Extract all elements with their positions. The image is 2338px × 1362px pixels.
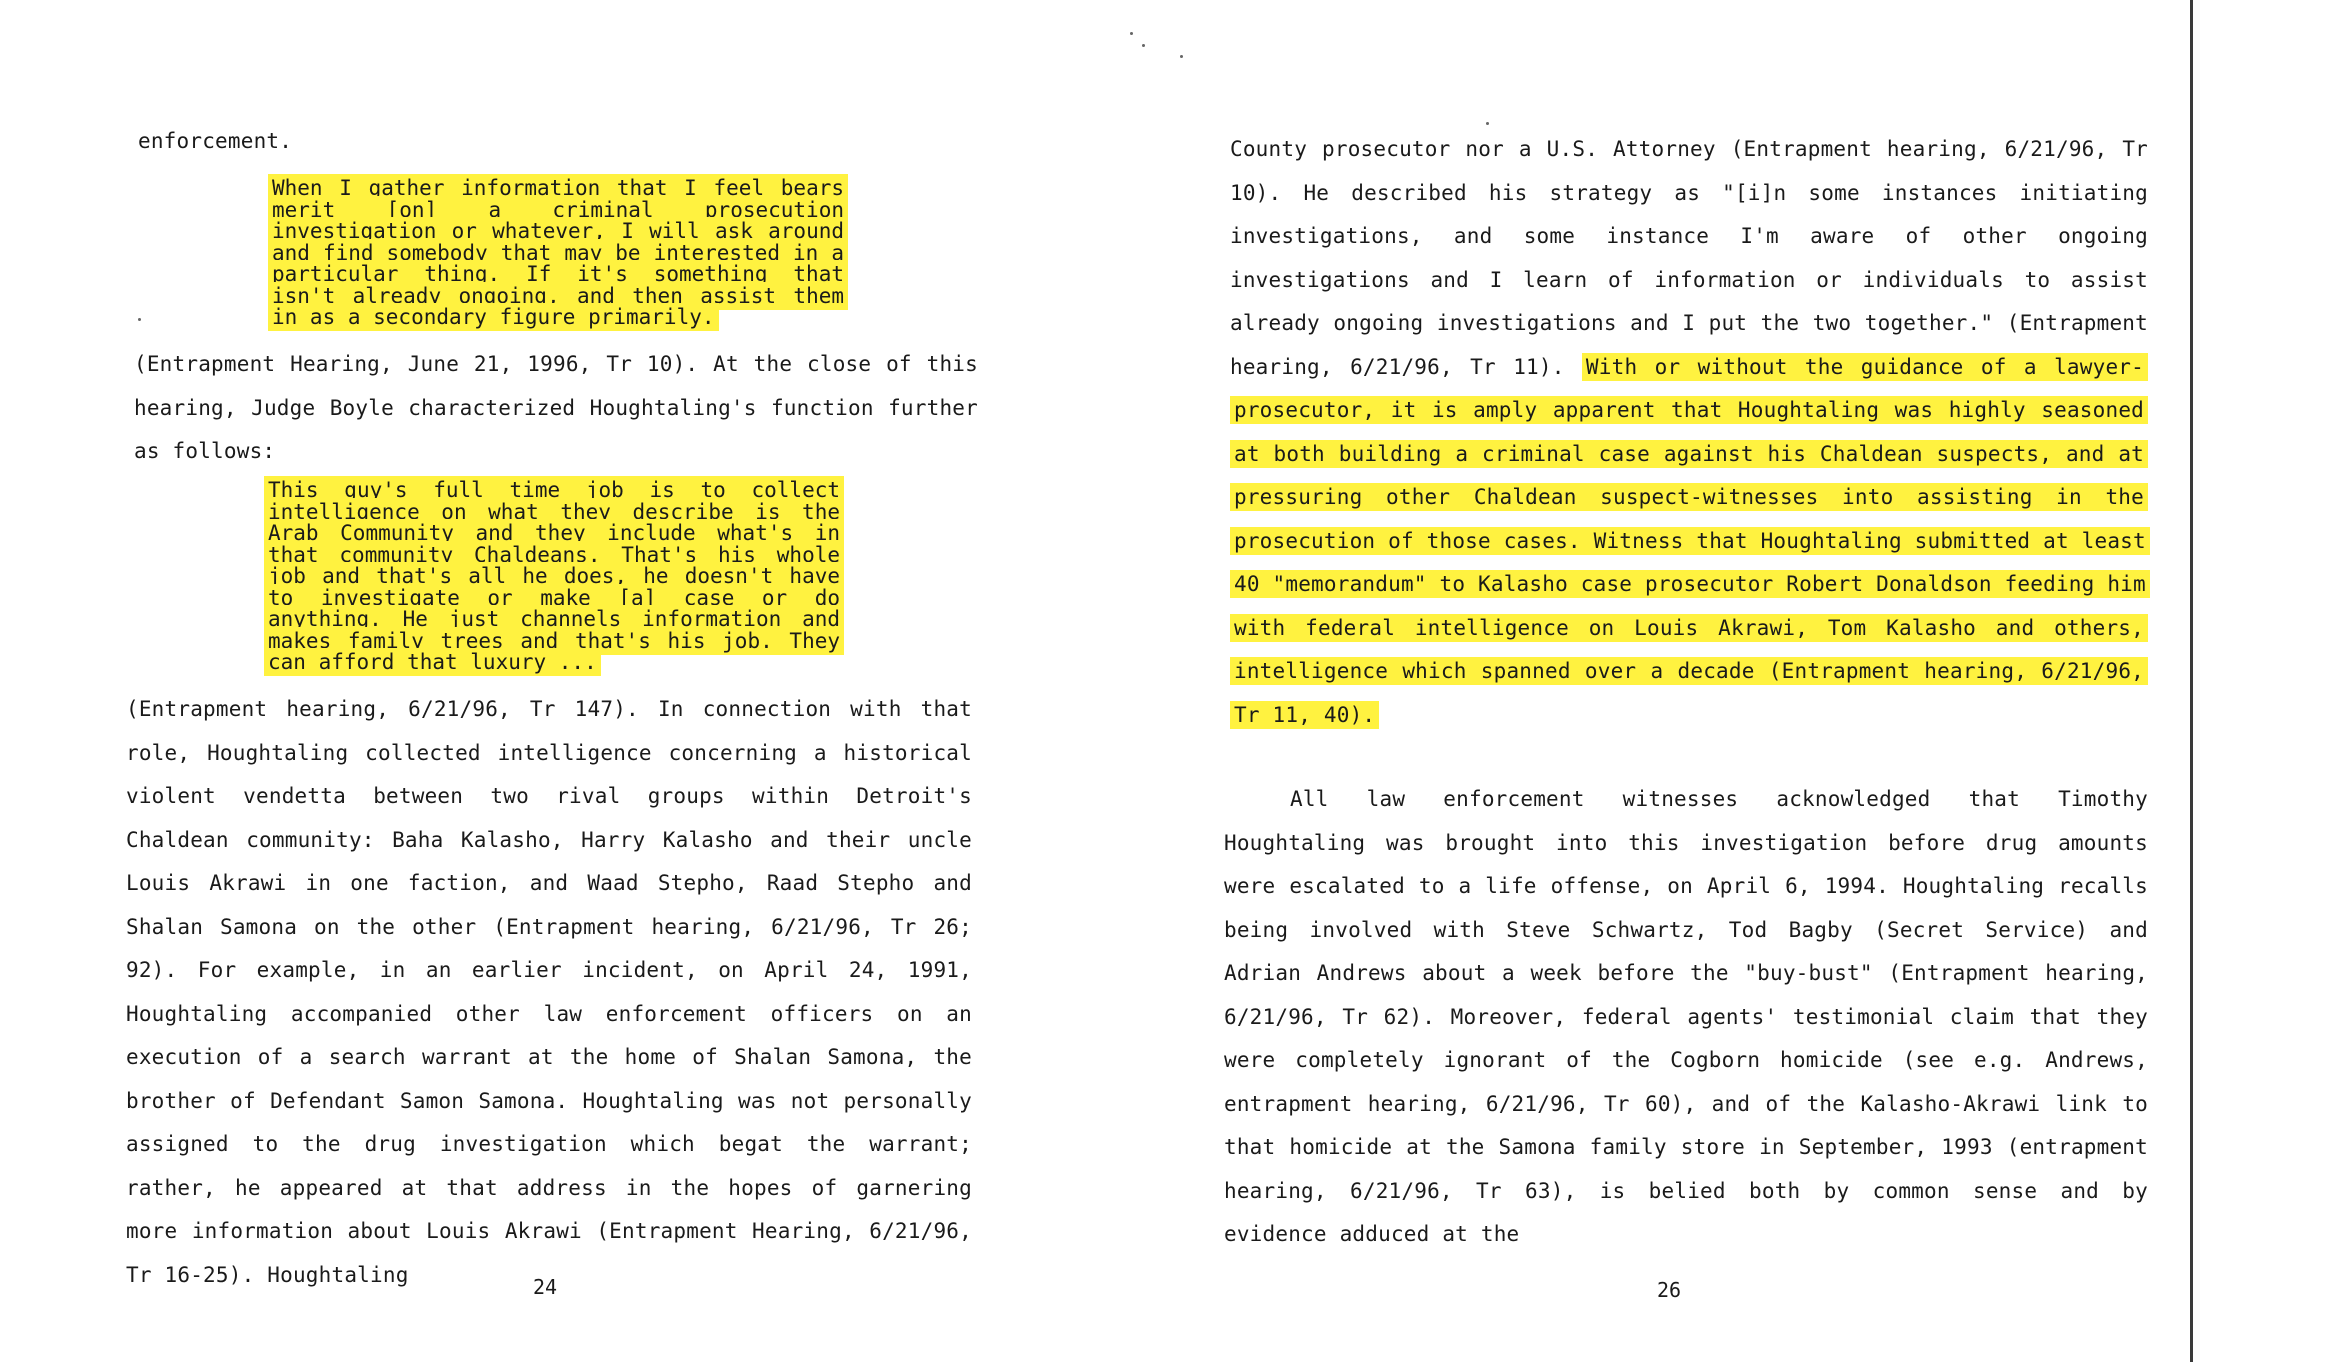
scan-speck: [1130, 32, 1133, 35]
scan-speck: [138, 318, 141, 321]
left-page: [0, 0, 1140, 1362]
block-quote-1: [268, 178, 848, 329]
paragraph-2: (Entrapment hearing, 6/21/96, Tr 147). In connection with that role, Houghtaling collected intelligence concerning a historical violent vendetta between two rival groups within Detroit's Chaldean community: Baha Kalasho, Harry Kalasho and their uncle Louis Akrawi in one faction, and Waad Stepho, Raad Stepho and Shalan Samona on the other (Entrapment hearing, 6/21/96, Tr 26; 92). For example, in an earlier incident, on April 24, 1991, Houghtaling accompanied other law enforcement officers on an execution of a search warrant at the home of Shalan Samona, the brother of Defendant Samon Samona. Houghtaling was not personally assigned to the drug investigation which begat the warrant; rather, he appeared at that address in the hopes of garnering more information about Louis Akrawi (Entrapment Hearing, 6/21/96, Tr 16-25). Houghtaling: [126, 697, 972, 1287]
right-page: [1150, 0, 2190, 1362]
highlighted-quote-2: This guy's full time job is to collect intelligence on what they describe is the Arab Community and they include what's in that community Chaldeans. That's his whole job and that's all he does, he doesn't have to investigate or make [a] case or do anything. He just channels information and makes family trees and that's his job. They can afford that luxury ...: [264, 476, 844, 676]
paragraph-2-right: All law enforcement witnesses acknowledged that Timothy Houghtaling was brought into this investigation before drug amounts were escalated to a life offense, on April 6, 1994. Houghtaling recalls being involved with Steve Schwartz, Tod Bagby (Secret Service) and Adrian Andrews about a week before the "buy-bust" (Entrapment hearing, 6/21/96, Tr 62). Moreover, federal agents' testimonial claim that they were completely ignorant of the Cogborn homicide (see e.g. Andrews, entrapment hearing, 6/21/96, Tr 60), and of the Kalasho-Akrawi link to that homicide at the Samona family store in September, 1993 (entrapment hearing, 6/21/96, Tr 63), is belied both by common sense and by evidence adduced at the: [1224, 787, 2148, 1246]
scan-speck: [1142, 44, 1145, 47]
paragraph-1: (Entrapment Hearing, June 21, 1996, Tr 10). At the close of this hearing, Judge Boyle characterized Houghtaling's function further as follows:: [134, 352, 978, 463]
scan-speck: [1486, 122, 1489, 125]
highlighted-passage: With or without the guidance of a lawyer-prosecutor, it is amply apparent that Houghtaling was highly seasoned at both building a criminal case against his Chaldean suspects, and at pressuring other Chaldean suspect-witnesses into assisting in the prosecution of those cases. Witness that Houghtaling submitted at least 40 "memorandum" to Kalasho case prosecutor Robert Donaldson feeding him with federal intelligence on Louis Akrawi, Tom Kalasho and others, intelligence which spanned over a decade (Entrapment hearing, 6/21/96, Tr 11, 40).: [1230, 353, 2150, 729]
paragraph-1-plain: County prosecutor nor a U.S. Attorney (Entrapment hearing, 6/21/96, Tr 10). He described his strategy as "[i]n some instances initiating investigations, and some instance I'm aware of other ongoing investigations and I learn of information or individuals to assist already ongoing investigations and I put the two together." (Entrapment hearing, 6/21/96, Tr 11).: [1230, 137, 2148, 379]
highlighted-quote-1: When I gather information that I feel bears merit [on] a criminal prosecution investigation or whatever, I will ask around and find somebody that may be interested in a particular thing. If it's something that isn't already ongoing, and then assist them in as a secondary figure primarily.: [268, 174, 848, 331]
scan-speck: [1180, 55, 1183, 58]
block-quote-2: [264, 480, 844, 674]
page-number-left: 24: [532, 1275, 558, 1299]
paragraph-1-right: [1230, 128, 2148, 737]
page-edge-line: [2190, 0, 2193, 1362]
intro-line: enforcement.: [138, 129, 293, 153]
page-number-right: 26: [1656, 1278, 1682, 1302]
